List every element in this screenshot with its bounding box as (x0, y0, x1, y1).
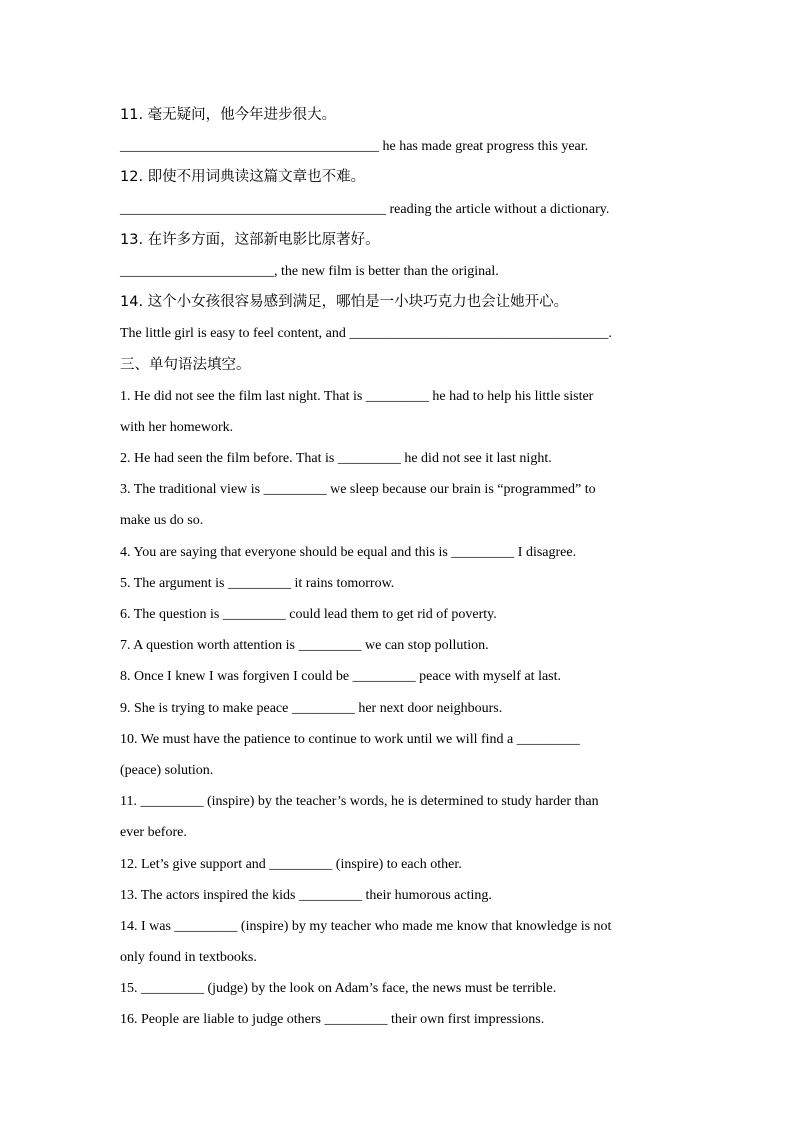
translation-prompt-11: 11. 毫无疑问，他今年进步很大。 (120, 107, 337, 123)
grammar-line: ever before. (120, 825, 187, 841)
grammar-line: 3. The traditional view is _________ we sleep because our brain is “programmed” to (120, 482, 596, 498)
grammar-line: 5. The argument is _________ it rains tomorrow. (120, 575, 395, 591)
grammar-line: 7. A question worth attention is _________ we can stop pollution. (120, 638, 489, 654)
grammar-line: with her homework. (120, 419, 234, 435)
grammar-line: 4. You are saying that everyone should be equal and this is _________ I disagree. (120, 544, 577, 560)
grammar-line: 15. _________ (judge) by the look on Adam’s face, the news must be terrible. (120, 981, 557, 997)
worksheet-page (120, 100, 680, 1036)
grammar-line: 11. _________ (inspire) by the teacher’s words, he is determined to study harder than (120, 794, 599, 810)
grammar-line: make us do so. (120, 513, 204, 529)
translation-answer-13: ______________________, the new film is better than the original. (120, 263, 499, 279)
grammar-line: 8. Once I knew I was forgiven I could be _________ peace with myself at last. (120, 669, 562, 685)
grammar-line: 10. We must have the patience to continue to work until we will find a _________ (120, 731, 580, 747)
grammar-line: 13. The actors inspired the kids _________ their humorous acting. (120, 887, 492, 903)
grammar-line: 9. She is trying to make peace _________ her next door neighbours. (120, 700, 503, 716)
grammar-line: 16. People are liable to judge others _________ their own first impressions. (120, 1012, 545, 1028)
grammar-line: 2. He had seen the film before. That is _________ he did not see it last night. (120, 451, 552, 467)
translation-answer-14: The little girl is easy to feel content, and _____________________________________. (120, 326, 612, 342)
translation-answer-12: ______________________________________ reading the article without a dictionary. (120, 201, 610, 217)
grammar-line: (peace) solution. (120, 762, 214, 778)
grammar-line: only found in textbooks. (120, 950, 257, 966)
grammar-line: 6. The question is _________ could lead them to get rid of poverty. (120, 607, 497, 622)
translation-prompt-13: 13. 在许多方面，这部新电影比原著好。 (120, 231, 380, 248)
translation-prompt-12: 12. 即使不用词典读这篇文章也不难。 (120, 169, 366, 186)
grammar-line: 14. I was _________ (inspire) by my teacher who made me know that knowledge is not (120, 918, 612, 934)
translation-answer-11: _____________________________________ he has made great progress this year. (120, 139, 589, 155)
translation-prompt-14: 14. 这个小女孩很容易感到满足，哪怕是一小块巧克力也会让她开心。 (120, 294, 569, 311)
grammar-line: 12. Let’s give support and _________ (inspire) to each other. (120, 856, 462, 872)
section-title: 三、单句语法填空。 (120, 356, 251, 373)
grammar-line: 1. He did not see the film last night. That is _________ he had to help his little sister (120, 388, 594, 404)
